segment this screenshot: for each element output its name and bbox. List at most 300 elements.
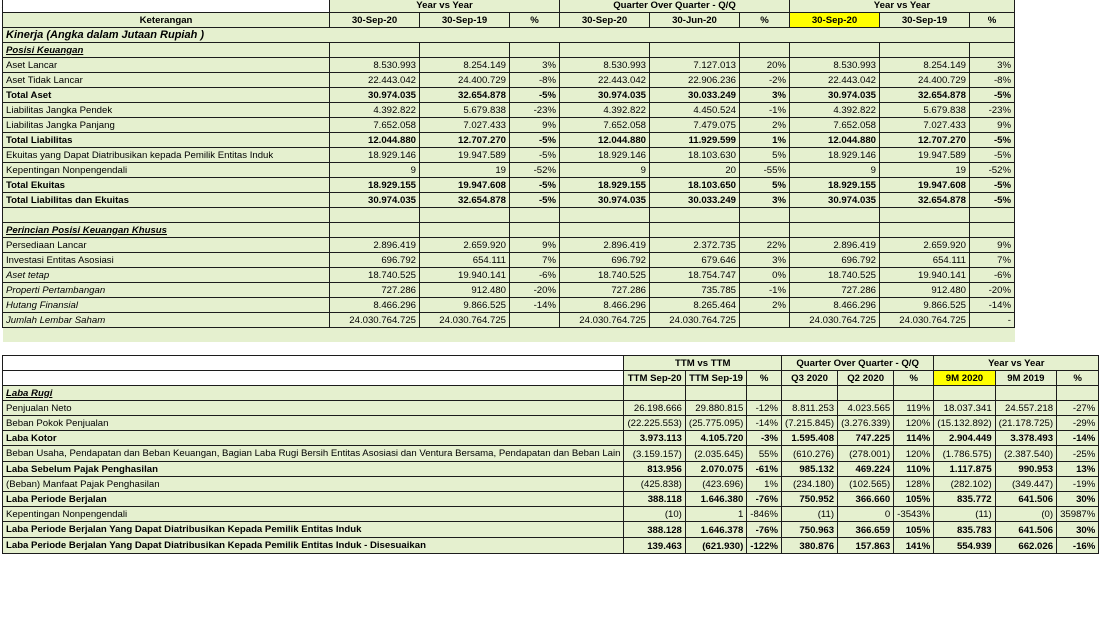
row-label: Liabilitas Jangka Panjang — [3, 118, 330, 133]
value-cell — [510, 313, 560, 328]
value-cell: -5% — [510, 133, 560, 148]
value-cell: 9% — [970, 238, 1015, 253]
value-cell: (234.180) — [782, 477, 838, 492]
value-cell: 7.652.058 — [790, 118, 880, 133]
value-cell: 24.400.729 — [420, 73, 510, 88]
value-cell: 32.654.878 — [880, 193, 970, 208]
value-cell: 696.792 — [790, 253, 880, 268]
value-cell: 3% — [970, 58, 1015, 73]
value-cell: 18.103.650 — [650, 178, 740, 193]
column-header: % — [510, 13, 560, 28]
value-cell: -52% — [970, 163, 1015, 178]
value-cell: 32.654.878 — [420, 88, 510, 103]
value-cell: 24.030.764.725 — [790, 313, 880, 328]
value-cell: 380.876 — [782, 538, 838, 554]
column-header: Q2 2020 — [838, 371, 894, 386]
value-cell: -29% — [1057, 416, 1099, 431]
row-label: Total Ekuitas — [3, 178, 330, 193]
row-label: Laba Sebelum Pajak Penghasilan — [3, 462, 624, 477]
value-cell: (11) — [934, 507, 995, 522]
value-cell: -14% — [1057, 431, 1099, 446]
value-cell: 19 — [420, 163, 510, 178]
table-row — [3, 163, 1015, 178]
value-cell: 366.660 — [838, 492, 894, 507]
table-row — [3, 178, 1015, 193]
value-cell: 120% — [894, 446, 934, 462]
value-cell: 8.265.464 — [650, 298, 740, 313]
value-cell: 9% — [970, 118, 1015, 133]
value-cell: 2.904.449 — [934, 431, 995, 446]
value-cell: -14% — [970, 298, 1015, 313]
table-row — [3, 538, 1099, 554]
value-cell: 8.530.993 — [330, 58, 420, 73]
value-cell: 29.880.815 — [685, 401, 746, 416]
column-header: % — [1057, 371, 1099, 386]
row-label: Penjualan Neto — [3, 401, 624, 416]
value-cell: 12.044.880 — [560, 133, 650, 148]
value-cell: 128% — [894, 477, 934, 492]
value-cell: -23% — [970, 103, 1015, 118]
value-cell: 11.929.599 — [650, 133, 740, 148]
value-cell: -122% — [747, 538, 782, 554]
value-cell: (610.276) — [782, 446, 838, 462]
value-cell: 139.463 — [624, 538, 685, 554]
table-row — [3, 401, 1099, 416]
column-header: % — [747, 371, 782, 386]
value-cell: 912.480 — [880, 283, 970, 298]
group-header-row — [3, 0, 1015, 13]
value-cell: 24.030.764.725 — [330, 313, 420, 328]
value-cell: 18.929.155 — [560, 178, 650, 193]
value-cell: -14% — [510, 298, 560, 313]
value-cell: -5% — [970, 148, 1015, 163]
column-header: Q3 2020 — [782, 371, 838, 386]
value-cell: 679.646 — [650, 253, 740, 268]
section-title-row — [3, 28, 1015, 43]
value-cell: 8.254.149 — [420, 58, 510, 73]
value-cell: 30% — [1057, 522, 1099, 538]
value-cell: -76% — [747, 522, 782, 538]
value-cell: 120% — [894, 416, 934, 431]
value-cell: 2.896.419 — [560, 238, 650, 253]
group-header: Quarter Over Quarter - Q/Q — [782, 356, 934, 371]
row-label: Total Liabilitas dan Ekuitas — [3, 193, 330, 208]
balance-sheet-table — [2, 0, 1015, 342]
value-cell: -5% — [970, 133, 1015, 148]
value-cell: 30.033.249 — [650, 88, 740, 103]
value-cell: 18.037.341 — [934, 401, 995, 416]
value-cell: 9 — [790, 163, 880, 178]
table-row — [3, 313, 1015, 328]
value-cell: 18.929.146 — [560, 148, 650, 163]
value-cell: 388.118 — [624, 492, 685, 507]
value-cell: (22.225.553) — [624, 416, 685, 431]
value-cell: - — [970, 313, 1015, 328]
value-cell: 18.103.630 — [650, 148, 740, 163]
value-cell: 19.947.608 — [880, 178, 970, 193]
value-cell: 641.506 — [995, 522, 1056, 538]
value-cell: -3% — [747, 431, 782, 446]
value-cell: -846% — [747, 507, 782, 522]
row-label: Laba Periode Berjalan Yang Dapat Diatribusikan Kepada Pemilik Entitas Induk - Disesuaikan — [3, 538, 624, 554]
value-cell: 469.224 — [838, 462, 894, 477]
table-row — [3, 88, 1015, 103]
value-cell: 22.443.042 — [560, 73, 650, 88]
value-cell: -76% — [747, 492, 782, 507]
value-cell: 4.450.524 — [650, 103, 740, 118]
table-row — [3, 477, 1099, 492]
value-cell: -2% — [740, 73, 790, 88]
value-cell: 7.127.013 — [650, 58, 740, 73]
row-label: Total Liabilitas — [3, 133, 330, 148]
value-cell: 1% — [740, 133, 790, 148]
row-label: Kepentingan Nonpengendali — [3, 507, 624, 522]
value-cell: -5% — [510, 178, 560, 193]
value-cell: (423.696) — [685, 477, 746, 492]
value-cell: 7.027.433 — [880, 118, 970, 133]
value-cell: 9 — [330, 163, 420, 178]
subsection-row — [3, 43, 1015, 58]
value-cell: (282.102) — [934, 477, 995, 492]
value-cell: 2.896.419 — [790, 238, 880, 253]
value-cell: -16% — [1057, 538, 1099, 554]
table-row — [3, 118, 1015, 133]
value-cell: 4.392.822 — [560, 103, 650, 118]
value-cell: 9 — [560, 163, 650, 178]
row-label: Aset Lancar — [3, 58, 330, 73]
value-cell: 24.030.764.725 — [560, 313, 650, 328]
row-label: Ekuitas yang Dapat Diatribusikan kepada Pemilik Entitas Induk — [3, 148, 330, 163]
value-cell: 1.646.380 — [685, 492, 746, 507]
row-label: Liabilitas Jangka Pendek — [3, 103, 330, 118]
value-cell: -55% — [740, 163, 790, 178]
column-header: % — [740, 13, 790, 28]
row-label: Total Aset — [3, 88, 330, 103]
value-cell: (621.930) — [685, 538, 746, 554]
group-header: Year vs Year — [790, 0, 1015, 13]
table-row — [3, 283, 1015, 298]
value-cell: -8% — [510, 73, 560, 88]
value-cell: 18.929.155 — [330, 178, 420, 193]
value-cell: 3% — [740, 253, 790, 268]
value-cell: 18.740.525 — [560, 268, 650, 283]
value-cell: 7.652.058 — [330, 118, 420, 133]
value-cell: 4.023.565 — [838, 401, 894, 416]
value-cell: 110% — [894, 462, 934, 477]
value-cell: 19.940.141 — [420, 268, 510, 283]
value-cell: 1.117.875 — [934, 462, 995, 477]
value-cell: 747.225 — [838, 431, 894, 446]
value-cell: 24.557.218 — [995, 401, 1056, 416]
table-row — [3, 133, 1015, 148]
value-cell: (425.838) — [624, 477, 685, 492]
value-cell: 19.947.589 — [420, 148, 510, 163]
column-header: % — [970, 13, 1015, 28]
value-cell: 835.772 — [934, 492, 995, 507]
value-cell: 12.707.270 — [420, 133, 510, 148]
value-cell: 8.811.253 — [782, 401, 838, 416]
value-cell: 641.506 — [995, 492, 1056, 507]
value-cell: 13% — [1057, 462, 1099, 477]
value-cell: 19.940.141 — [880, 268, 970, 283]
value-cell: -20% — [970, 283, 1015, 298]
table-row — [3, 238, 1015, 253]
value-cell: 750.963 — [782, 522, 838, 538]
value-cell: (10) — [624, 507, 685, 522]
value-cell: 7.027.433 — [420, 118, 510, 133]
value-cell: 157.863 — [838, 538, 894, 554]
value-cell: -52% — [510, 163, 560, 178]
group-header-row — [3, 356, 1099, 371]
value-cell: 727.286 — [560, 283, 650, 298]
value-cell: -3543% — [894, 507, 934, 522]
value-cell: 30.974.035 — [560, 193, 650, 208]
row-label: Beban Pokok Penjualan — [3, 416, 624, 431]
value-cell: 26.198.666 — [624, 401, 685, 416]
value-cell: (0) — [995, 507, 1056, 522]
column-header: 30-Sep-19 — [880, 13, 970, 28]
value-cell: (11) — [782, 507, 838, 522]
value-cell: 912.480 — [420, 283, 510, 298]
table-row — [3, 148, 1015, 163]
group-header: Year vs Year — [330, 0, 560, 13]
value-cell: 554.939 — [934, 538, 995, 554]
column-header: 30-Jun-20 — [650, 13, 740, 28]
value-cell: (21.178.725) — [995, 416, 1056, 431]
row-label: Persediaan Lancar — [3, 238, 330, 253]
value-cell: 3% — [740, 88, 790, 103]
value-cell: 1.646.378 — [685, 522, 746, 538]
value-cell: -25% — [1057, 446, 1099, 462]
value-cell: 990.953 — [995, 462, 1056, 477]
row-label: Kepentingan Nonpengendali — [3, 163, 330, 178]
section-title: Kinerja (Angka dalam Jutaan Rupiah ) — [3, 28, 1015, 43]
group-header: Year vs Year — [934, 356, 1099, 371]
value-cell: 12.044.880 — [790, 133, 880, 148]
value-cell: 5% — [740, 178, 790, 193]
value-cell: 662.026 — [995, 538, 1056, 554]
table-row — [3, 431, 1099, 446]
value-cell: 2.372.735 — [650, 238, 740, 253]
value-cell: 696.792 — [330, 253, 420, 268]
value-cell: -6% — [510, 268, 560, 283]
income-statement-table — [2, 355, 1099, 554]
value-cell: 2.896.419 — [330, 238, 420, 253]
table-row — [3, 253, 1015, 268]
value-cell: 1% — [747, 477, 782, 492]
value-cell: 2% — [740, 118, 790, 133]
value-cell: 18.740.525 — [330, 268, 420, 283]
value-cell: -27% — [1057, 401, 1099, 416]
value-cell: 835.783 — [934, 522, 995, 538]
value-cell: 8.466.296 — [790, 298, 880, 313]
value-cell: 4.105.720 — [685, 431, 746, 446]
value-cell: 5% — [740, 148, 790, 163]
value-cell: 1.595.408 — [782, 431, 838, 446]
value-cell: 7% — [970, 253, 1015, 268]
spacer-row — [3, 328, 1015, 343]
value-cell: 8.530.993 — [790, 58, 880, 73]
value-cell: -12% — [747, 401, 782, 416]
value-cell: (15.132.892) — [934, 416, 995, 431]
value-cell: 2.659.920 — [420, 238, 510, 253]
value-cell — [740, 313, 790, 328]
value-cell: 30.033.249 — [650, 193, 740, 208]
value-cell: 19 — [880, 163, 970, 178]
row-label: Properti Pertambangan — [3, 283, 330, 298]
table-row — [3, 507, 1099, 522]
column-header: 30-Sep-20 — [560, 13, 650, 28]
value-cell: -5% — [970, 178, 1015, 193]
value-cell: -5% — [510, 193, 560, 208]
value-cell: 4.392.822 — [330, 103, 420, 118]
row-label: Jumlah Lembar Saham — [3, 313, 330, 328]
value-cell: 22.443.042 — [330, 73, 420, 88]
value-cell: 22.906.236 — [650, 73, 740, 88]
value-cell: -14% — [747, 416, 782, 431]
value-cell: -1% — [740, 283, 790, 298]
value-cell: 19.947.608 — [420, 178, 510, 193]
value-cell: 24.400.729 — [880, 73, 970, 88]
value-cell: 30.974.035 — [560, 88, 650, 103]
value-cell: -6% — [970, 268, 1015, 283]
column-header-highlighted: 30-Sep-20 — [790, 13, 880, 28]
value-cell: 735.785 — [650, 283, 740, 298]
value-cell: 3.378.493 — [995, 431, 1056, 446]
column-header: 30-Sep-20 — [330, 13, 420, 28]
value-cell: 696.792 — [560, 253, 650, 268]
subsection-row — [3, 386, 1099, 401]
value-cell: -5% — [970, 193, 1015, 208]
table-row — [3, 268, 1015, 283]
row-label: Aset Tidak Lancar — [3, 73, 330, 88]
value-cell: 119% — [894, 401, 934, 416]
column-header: 9M 2019 — [995, 371, 1056, 386]
value-cell: 2.659.920 — [880, 238, 970, 253]
column-header-row — [3, 371, 1099, 386]
value-cell: 105% — [894, 522, 934, 538]
row-label: (Beban) Manfaat Pajak Penghasilan — [3, 477, 624, 492]
value-cell: 3% — [510, 58, 560, 73]
table-row — [3, 446, 1099, 462]
value-cell: 4.392.822 — [790, 103, 880, 118]
value-cell: 366.659 — [838, 522, 894, 538]
header-blank-cell — [3, 0, 330, 13]
row-label: Beban Usaha, Pendapatan dan Beban Keuangan, Bagian Laba Rugi Bersih Entitas Asosiasi dan Ventura Bersama, Pendapatan dan Beban Lain — [3, 446, 624, 462]
value-cell: 55% — [747, 446, 782, 462]
value-cell: 727.286 — [330, 283, 420, 298]
spacer-row — [3, 208, 1015, 223]
value-cell: 2% — [740, 298, 790, 313]
column-header-row — [3, 13, 1015, 28]
value-cell: (349.447) — [995, 477, 1056, 492]
value-cell: 985.132 — [782, 462, 838, 477]
value-cell: 18.929.146 — [330, 148, 420, 163]
value-cell: 30.974.035 — [790, 193, 880, 208]
value-cell: 0 — [838, 507, 894, 522]
table-row — [3, 298, 1015, 313]
value-cell: -61% — [747, 462, 782, 477]
value-cell: 30% — [1057, 492, 1099, 507]
value-cell: 22.443.042 — [790, 73, 880, 88]
row-label: Investasi Entitas Asosiasi — [3, 253, 330, 268]
value-cell: 5.679.838 — [420, 103, 510, 118]
value-cell: 18.929.155 — [790, 178, 880, 193]
table-row — [3, 462, 1099, 477]
table-row — [3, 73, 1015, 88]
value-cell: 9.866.525 — [880, 298, 970, 313]
value-cell: (102.565) — [838, 477, 894, 492]
value-cell: 105% — [894, 492, 934, 507]
value-cell: (3.276.339) — [838, 416, 894, 431]
column-header: TTM Sep-19 — [685, 371, 746, 386]
value-cell: 7% — [510, 253, 560, 268]
column-header: 30-Sep-19 — [420, 13, 510, 28]
value-cell: -20% — [510, 283, 560, 298]
value-cell: 18.754.747 — [650, 268, 740, 283]
value-cell: 727.286 — [790, 283, 880, 298]
value-cell: 7.479.075 — [650, 118, 740, 133]
table-row — [3, 522, 1099, 538]
subsection-label: Laba Rugi — [3, 386, 624, 401]
row-label: Laba Kotor — [3, 431, 624, 446]
value-cell: 32.654.878 — [420, 193, 510, 208]
value-cell: 35987% — [1057, 507, 1099, 522]
value-cell: 1 — [685, 507, 746, 522]
group-header: TTM vs TTM — [624, 356, 782, 371]
row-label: Hutang Finansial — [3, 298, 330, 313]
value-cell: 32.654.878 — [880, 88, 970, 103]
value-cell: 24.030.764.725 — [880, 313, 970, 328]
value-cell: 20 — [650, 163, 740, 178]
table-row — [3, 416, 1099, 431]
value-cell: 5.679.838 — [880, 103, 970, 118]
value-cell: 750.952 — [782, 492, 838, 507]
value-cell: 114% — [894, 431, 934, 446]
value-cell: 8.530.993 — [560, 58, 650, 73]
value-cell: -1% — [740, 103, 790, 118]
value-cell: 30.974.035 — [330, 193, 420, 208]
value-cell: (3.159.157) — [624, 446, 685, 462]
value-cell: 3% — [740, 193, 790, 208]
value-cell: 654.111 — [880, 253, 970, 268]
row-label: Laba Periode Berjalan — [3, 492, 624, 507]
value-cell: 654.111 — [420, 253, 510, 268]
table-row — [3, 492, 1099, 507]
value-cell: 8.466.296 — [330, 298, 420, 313]
value-cell: 141% — [894, 538, 934, 554]
column-header-highlighted: 9M 2020 — [934, 371, 995, 386]
value-cell: 3.973.113 — [624, 431, 685, 446]
subsection-label: Perincian Posisi Keuangan Khusus — [3, 223, 330, 238]
value-cell: 22% — [740, 238, 790, 253]
column-header: % — [894, 371, 934, 386]
value-cell: 19.947.589 — [880, 148, 970, 163]
value-cell: 9% — [510, 118, 560, 133]
value-cell: 8.254.149 — [880, 58, 970, 73]
value-cell: (2.035.645) — [685, 446, 746, 462]
value-cell: 0% — [740, 268, 790, 283]
value-cell: 24.030.764.725 — [420, 313, 510, 328]
value-cell: -5% — [510, 88, 560, 103]
value-cell: 30.974.035 — [790, 88, 880, 103]
value-cell: 24.030.764.725 — [650, 313, 740, 328]
value-cell: 9% — [510, 238, 560, 253]
subsection-row — [3, 223, 1015, 238]
value-cell: 20% — [740, 58, 790, 73]
value-cell: 18.929.146 — [790, 148, 880, 163]
column-header-keterangan: Keterangan — [3, 13, 330, 28]
